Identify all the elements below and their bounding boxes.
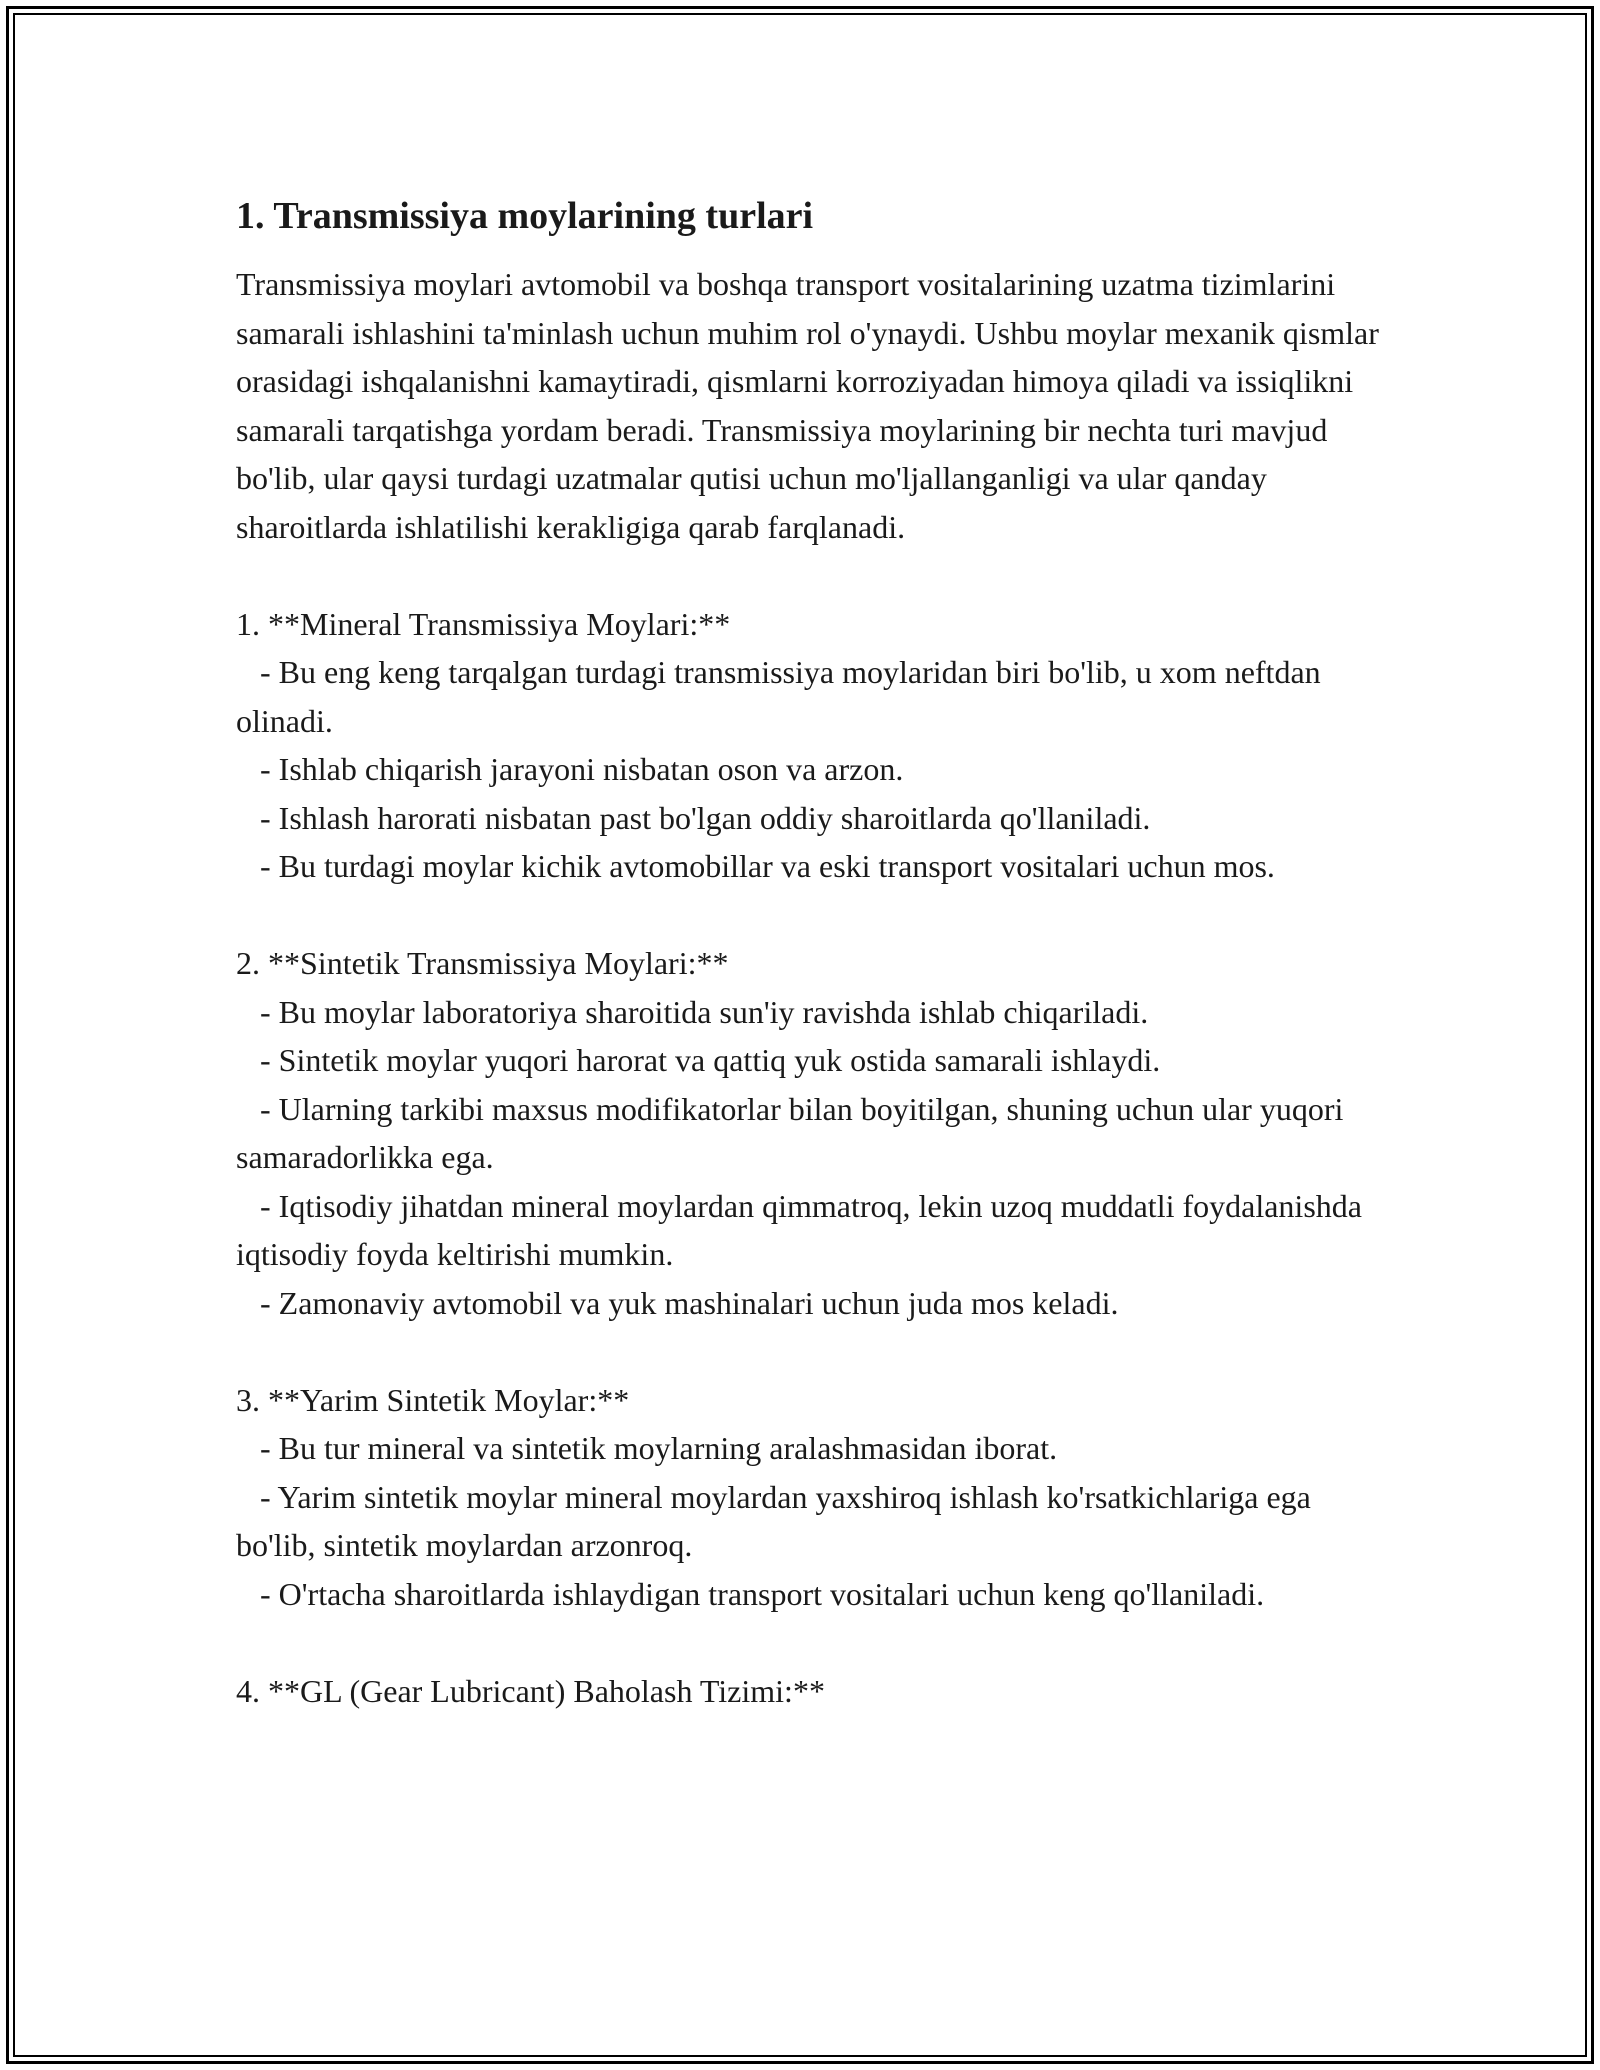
list-item: - Bu tur mineral va sintetik moylarning aralashmasidan iborat. <box>236 1430 1058 1466</box>
document-heading: 1. Transmissiya moylarining turlari <box>236 195 814 237</box>
list-item: - Bu eng keng tarqalgan turdagi transmissiya moylaridan biri bo'lib, u xom neftdan olinadi. <box>236 654 1329 739</box>
intro-paragraph: Transmissiya moylari avtomobil va boshqa transport vositalarining uzatma tizimlarini samarali ishlashini ta'minlash uchun muhim rol o'ynaydi. Ushbu moylar mexanik qismlar orasidagi ishqalanishni kamaytiradi, qismlarni korroziyadan himoya qiladi va issiqlikni samarali tarqatishga yordam beradi. Transmissiya moylarining bir nechta turi mavjud bo'lib, ular qaysi turdagi uzatmalar qutisi uchun mo'ljallanganligi va ular qanday sharoitlarda ishlatilishi kerakligiga qarab farqlanadi. <box>236 266 1379 545</box>
list-item: - Bu turdagi moylar kichik avtomobillar va eski transport vositalari uchun mos. <box>236 848 1275 884</box>
list-item: - Bu moylar laboratoriya sharoitida sun'iy ravishda ishlab chiqariladi. <box>236 993 1149 1030</box>
list-item: - Ularning tarkibi maxsus modifikatorlar bilan boyitilgan, shuning uchun ular yuqori samaradorlikka ega. <box>236 1090 1352 1175</box>
section-title: 3. **Yarim Sintetik Moylar:** <box>236 1381 630 1418</box>
section-title: 1. **Mineral Transmissiya Moylari:** <box>236 605 731 642</box>
list-item: - Ishlab chiqarish jarayoni nisbatan oson va arzon. <box>236 751 904 787</box>
list-item: - Ishlash harorati nisbatan past bo'lgan oddiy sharoitlarda qo'llaniladi. <box>236 799 1151 836</box>
list-item: - O'rtacha sharoitlarda ishlaydigan transport vositalari uchun keng qo'llaniladi. <box>236 1575 1265 1612</box>
list-item: - Iqtisodiy jihatdan mineral moylardan qimmatroq, lekin uzoq muddatli foydalanishda iqtisodiy foyda keltirishi mumkin. <box>236 1187 1370 1272</box>
section-mineral <box>236 600 1386 891</box>
section-semi-synthetic <box>236 1376 1386 1619</box>
section-title: 2. **Sintetik Transmissiya Moylari:** <box>236 945 729 981</box>
section-synthetic <box>236 939 1386 1327</box>
list-item: - Zamonaviy avtomobil va yuk mashinalari uchun juda mos keladi. <box>236 1284 1119 1321</box>
list-item: - Yarim sintetik moylar mineral moylardan yaxshiroq ishlash ko'rsatkichlariga ega bo'lib, sintetik moylardan arzonroq. <box>236 1478 1319 1563</box>
list-item: - Sintetik moylar yuqori harorat va qattiq yuk ostida samarali ishlaydi. <box>236 1042 1161 1078</box>
section-gl-rating <box>236 1667 1386 1716</box>
section-title: 4. **GL (Gear Lubricant) Baholash Tizimi:** <box>236 1672 825 1709</box>
document-body <box>236 180 1386 1715</box>
